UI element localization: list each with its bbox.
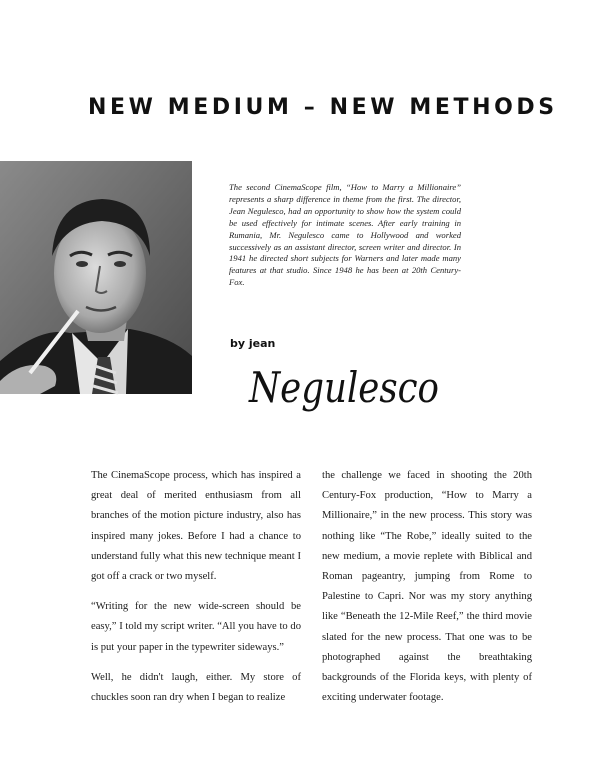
body-column-right <box>322 466 532 718</box>
body-paragraph-2: “Writing for the new wide-screen should be easy,” I told my script writer. “All you have to do is put your paper in the typewriter sideways.” <box>91 601 301 653</box>
byline: by jean <box>230 337 276 350</box>
body-column-left <box>91 466 301 718</box>
body-paragraph-1: The CinemaScope process, which has inspired a great deal of merited enthusiasm from all branches of the motion picture industry, also has inspired many jokes. Before I had a chance to understand fully what this new technique meant I got off a crack or two myself. <box>91 470 301 583</box>
body-paragraph-3: Well, he didn't laugh, either. My store of chuckles soon ran dry when I began to realize <box>91 671 301 704</box>
intro-paragraph: The second CinemaScope film, “How to Marry a Millionaire” represents a sharp difference in theme from the first. The director, Jean Negulesco, had an opportunity to show how the system could be used effectively for intimate scenes. After early training in Rumania, Mr. Negulesco came to Hollywood and worked successively as an assistant director, screen writer and director. In 1941 he directed short subjects for Warners and later made many features at that studio. Since 1948 he has been at 20th Century-Fox. <box>229 182 461 288</box>
article-title: NEW MEDIUM – NEW METHODS <box>88 95 558 120</box>
signature-text: Negulesco <box>248 363 439 412</box>
director-portrait-photo <box>0 161 192 394</box>
signature-negulesco <box>245 350 445 440</box>
body-paragraph-4: the challenge we faced in shooting the 20th Century-Fox production, “How to Marry a Millionaire,” in the new process. This story was nothing like “The Robe,” ideally suited to the new medium, a movie replete with Biblical and Roman pageantry, jumping from Rome to Palestine to Capri. Nor was my story anything like “Beneath the 12-Mile Reef,” the third movie slated for the new process. That one was to be photographed against the breathtaking backgrounds of the Florida keys, with plenty of exciting underwater footage. <box>322 470 532 704</box>
